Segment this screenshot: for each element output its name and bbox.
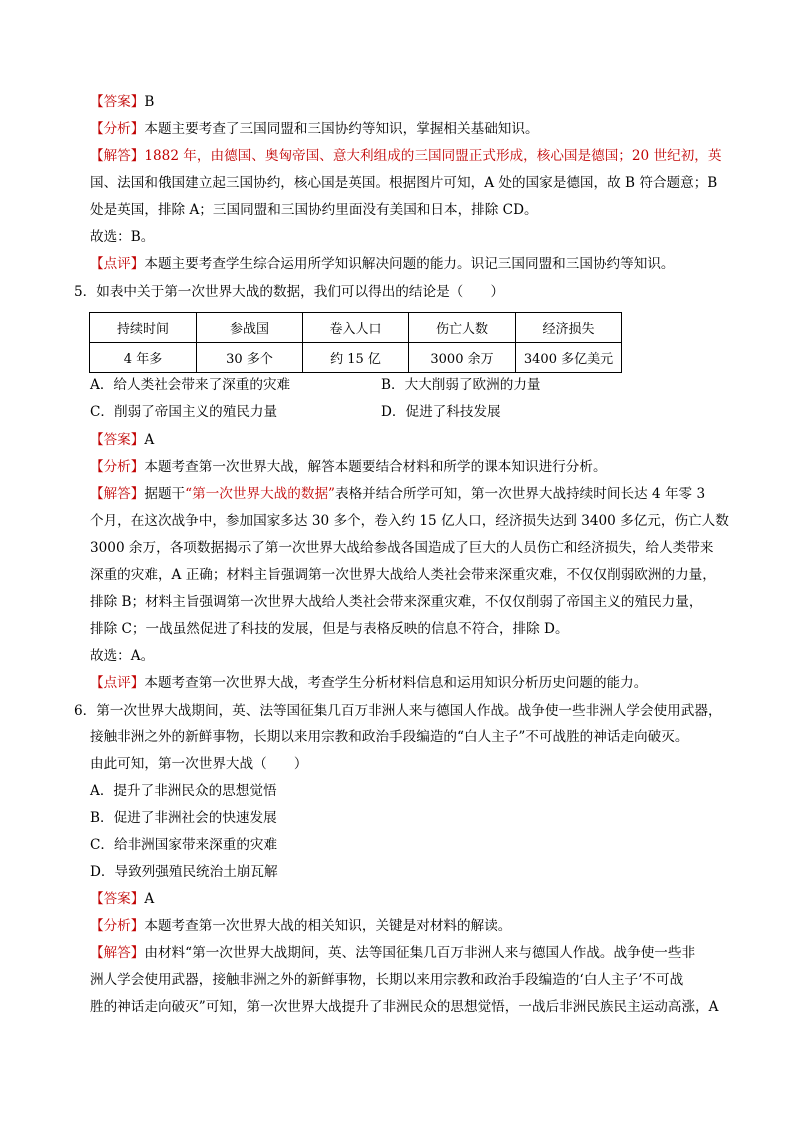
q6-option-d: D．导致列强殖民统治土崩瓦解 (90, 864, 278, 880)
table-header-cell: 经济损失 (516, 313, 622, 343)
q5-solution-line-6: 排除 C；一战虽然促进了科技的发展，但是与表格反映的信息不符合，排除 D。 (90, 621, 569, 637)
q6-solution-line-3: 胜的神话走向破灭”可知，第一次世界大战提升了非洲民众的思想觉悟，一战后非洲民族民主运动高涨，A (90, 999, 719, 1015)
answer-value: A (144, 432, 155, 448)
answer-tag: 【答案】 (90, 891, 145, 907)
table-row (90, 343, 622, 373)
comment-text: 本题考查第一次世界大战，考查学生分析材料信息和运用知识分析历史问题的能力。 (144, 675, 648, 691)
q6-solution-line-1 (90, 943, 695, 963)
comment-text: 本题主要考查学生综合运用所学知识解决问题的能力。识记三国同盟和三国协约等知识。 (144, 256, 675, 272)
answer-tag: 【答案】 (90, 94, 145, 110)
table-cell: 3400 多亿美元 (516, 343, 622, 373)
comment-tag: 【点评】 (90, 675, 145, 691)
q5-analysis-line (90, 457, 607, 477)
q6-stem-line-3: 由此可知，第一次世界大战（ ） (90, 756, 308, 772)
answer-tag: 【答案】 (90, 432, 145, 448)
q5-data-table (89, 312, 622, 373)
q5-choice: 故选：A。 (90, 648, 155, 664)
table-header-cell: 参战国 (197, 313, 303, 343)
table-header-cell: 伤亡人数 (409, 313, 516, 343)
q5-solution-line-5: 排除 B；材料主旨强调第一次世界大战给人类社会带来深重灾难，不仅仅削弱了帝国主义的殖民力量， (90, 594, 703, 610)
q5-option-b: B．大大削弱了欧洲的力量 (381, 377, 541, 393)
q5-solution-line-2: 个月，在这次战争中，参加国家多达 30 多个，卷入约 15 亿人口，经济损失达到 3400 多亿元，伤亡人数 (90, 513, 729, 529)
q6-option-b: B．促进了非洲社会的快速发展 (90, 810, 277, 826)
analysis-tag: 【分析】 (90, 459, 145, 475)
q5-solution-line-3: 3000 余万，各项数据揭示了第一次世界大战给参战各国造成了巨大的人员伤亡和经济损失，给人类带来 (90, 540, 714, 556)
solution-tag: 【解答】 (90, 945, 145, 961)
analysis-text: 本题考查第一次世界大战的相关知识，关键是对材料的解读。 (144, 918, 512, 934)
q5-solution-line-1 (90, 484, 705, 504)
q6-option-a: A．提升了非洲民众的思想觉悟 (90, 783, 277, 799)
q5-stem: 5．如表中关于第一次世界大战的数据，我们可以得出的结论是（ ） (74, 284, 505, 300)
table-cell: 约 15 亿 (303, 343, 409, 373)
analysis-text: 本题主要考查了三国同盟和三国协约等知识，掌握相关基础知识。 (144, 121, 539, 137)
answer-value: A (144, 891, 155, 907)
q4-solution-line-3: 处是英国，排除 A；三国同盟和三国协约里面没有美国和日本，排除 CD。 (90, 202, 538, 218)
q6-answer-line (90, 889, 154, 909)
q4-answer-line (90, 92, 154, 112)
analysis-tag: 【分析】 (90, 121, 145, 137)
q4-analysis-line (90, 119, 539, 139)
answer-value: B (144, 94, 155, 110)
q6-analysis-line (90, 916, 511, 936)
q6-solution-line-2: 洲人学会使用武器，接触非洲之外的新鲜事物，长期以来用宗教和政治手段编造的‘白人主子’不可战 (90, 972, 684, 988)
table-cell: 3000 余万 (409, 343, 516, 373)
table-header-cell: 卷入人口 (303, 313, 409, 343)
q5-solution-line-4: 深重的灾难，A 正确；材料主旨强调第一次世界大战给人类社会带来深重灾难，不仅仅削弱欧洲的力量， (90, 567, 716, 583)
table-header-row (90, 313, 622, 343)
solution-text: 由材料“第一次世界大战期间，英、法等国征集几百万非洲人来与德国人作战。战争使一些非 (144, 945, 696, 961)
solution-tag: 【解答】 (90, 148, 145, 164)
solution-text: 据题干 (144, 486, 186, 502)
table-cell: 4 年多 (90, 343, 197, 373)
table-cell: 30 多个 (197, 343, 303, 373)
q6-option-c: C．给非洲国家带来深重的灾难 (90, 837, 278, 853)
table-header-cell: 持续时间 (90, 313, 197, 343)
solution-text: 1882 年，由德国、奥匈帝国、意大利组成的三国同盟正式形成，核心国是德国；20 世纪初，英 (144, 148, 722, 164)
analysis-text: 本题考查第一次世界大战，解答本题要结合材料和所学的课本知识进行分析。 (144, 459, 607, 475)
q5-answer-line (90, 430, 154, 450)
q4-comment-line (90, 254, 675, 274)
q5-option-c: C．削弱了帝国主义的殖民力量 (90, 404, 278, 420)
analysis-tag: 【分析】 (90, 918, 145, 934)
q5-option-a: A．给人类社会带来了深重的灾难 (90, 377, 291, 393)
q5-option-d: D．促进了科技发展 (381, 404, 501, 420)
comment-tag: 【点评】 (90, 256, 145, 272)
q5-comment-line (90, 673, 647, 693)
q4-solution-line-1 (90, 146, 721, 166)
q6-stem-line-1: 6．第一次世界大战期间，英、法等国征集几百万非洲人来与德国人作战。战争使一些非洲人学会使用武器， (74, 703, 722, 719)
solution-text: 表格并结合所学可知，第一次世界大战持续时间长达 4 年零 3 (335, 486, 706, 502)
q4-solution-line-2: 国、法国和俄国建立起三国协约，核心国是英国。根据图片可知，A 处的国家是德国，故 B 符合题意；B (90, 175, 718, 191)
q6-stem-line-2: 接触非洲之外的新鲜事物，长期以来用宗教和政治手段编造的“白人主子”不可战胜的神话走向破灭。 (90, 729, 689, 745)
solution-tag: 【解答】 (90, 486, 145, 502)
solution-quote: “第一次世界大战的数据” (185, 486, 335, 502)
q4-choice: 故选：B。 (90, 229, 155, 245)
